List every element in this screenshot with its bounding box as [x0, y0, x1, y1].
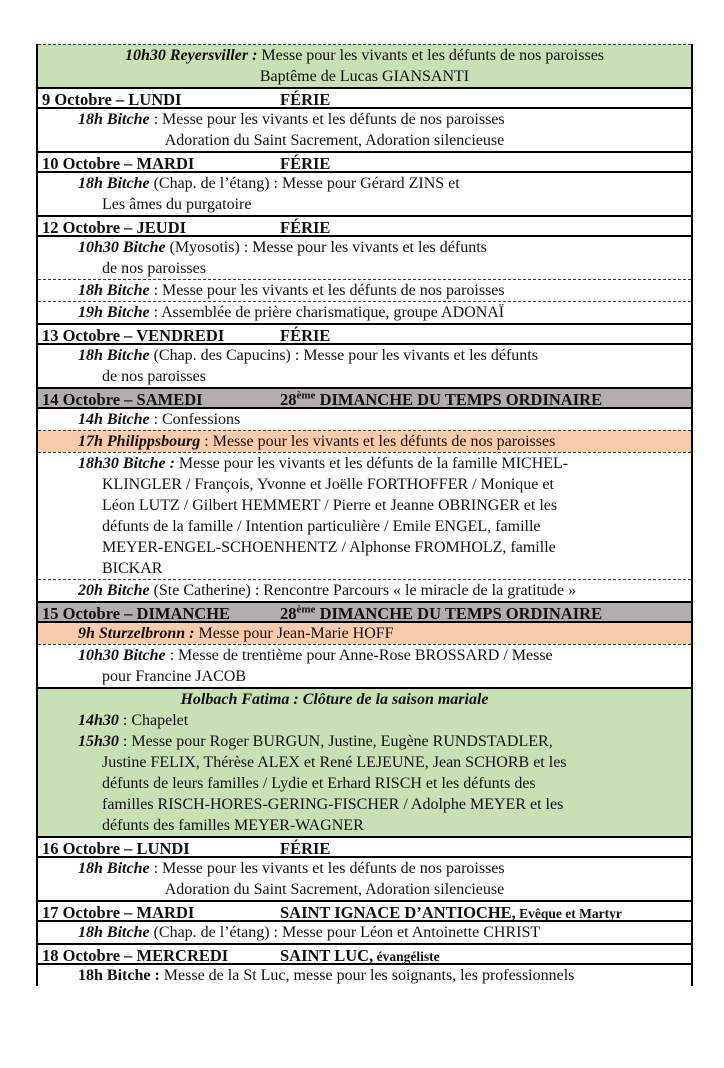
schedule-table [36, 44, 693, 986]
event-description: Baptême de Lucas GIANSANTI [259, 68, 470, 85]
event-line [38, 580, 691, 601]
event-description: : Chapelet [118, 712, 189, 729]
event-time-location: 9h Sturzelbronn : [78, 625, 195, 642]
event-line [38, 922, 691, 943]
day-date: 12 Octobre – JEUDI [42, 218, 187, 237]
event-line [38, 858, 691, 879]
day-date: 18 Octobre – MERCREDI [42, 946, 229, 965]
event-row [38, 687, 691, 836]
event-line [38, 474, 691, 495]
event-time-location: 18h Bitche [78, 282, 150, 299]
day-feast: SAINT IGNACE D’ANTIOCHE, Evêque et Martyr [280, 903, 622, 922]
event-line [38, 130, 691, 151]
event-row [38, 237, 691, 279]
event-line [38, 516, 691, 537]
event-description: Les âmes du purgatoire [102, 196, 252, 213]
event-line [38, 710, 691, 731]
event-time-location: 18h30 Bitche : [78, 455, 175, 472]
event-description: : Messe pour les vivants et les défunts de nos paroisses [149, 111, 505, 128]
day-date: 17 Octobre – MARDI [42, 903, 195, 922]
event-description: (Chap. de l’étang) : Messe pour Gérard ZINS et [149, 175, 460, 192]
event-description: : Messe de trentième pour Anne-Rose BROSSARD / Messe [165, 647, 553, 664]
event-row [38, 430, 691, 452]
event-line [38, 409, 691, 430]
event-line [38, 173, 691, 194]
day-feast: FÉRIE [280, 154, 331, 173]
event-row [38, 173, 691, 215]
feast-subtitle: Evêque et Martyr [515, 906, 622, 921]
day-feast: SAINT LUC, évangéliste [280, 946, 440, 965]
day-feast: FÉRIE [280, 90, 331, 109]
event-description: KLINGLER / François, Yvonne et Joëlle FORTHOFFER / Monique et [102, 476, 554, 493]
event-line [38, 815, 691, 836]
event-time-location: 10h30 Bitche [78, 239, 166, 256]
event-time-location: 15h30 [78, 733, 119, 750]
event-description: de nos paroisses [102, 260, 206, 277]
event-description: Messe pour les vivants et les défunts de la famille MICHEL- [174, 455, 569, 472]
event-description: Justine FELIX, Thérèse ALEX et René LEJEUNE, Jean SCHORB et les [102, 754, 567, 771]
event-line [38, 302, 691, 323]
day-feast: FÉRIE [280, 839, 331, 858]
event-description: (Ste Catherine) : Rencontre Parcours « le miracle de la gratitude » [149, 582, 577, 599]
event-time-location: 20h Bitche [78, 582, 150, 599]
event-line [38, 345, 691, 366]
feast-subtitle: évangéliste [373, 949, 440, 964]
day-header-row [38, 601, 691, 623]
event-row [38, 644, 691, 687]
event-description: : Messe pour les vivants et les défunts de nos paroisses [149, 860, 505, 877]
day-header-row [38, 323, 691, 345]
event-description: Messe pour les vivants et les défunts de nos paroisses [257, 47, 605, 64]
event-description: pour Francine JACOB [102, 668, 246, 685]
event-line [38, 453, 691, 474]
event-description: Messe pour Jean-Marie HOFF [194, 625, 394, 642]
event-row [38, 965, 691, 986]
event-time-location: 18h Bitche [78, 924, 150, 941]
day-date: 15 Octobre – DIMANCHE [42, 604, 231, 623]
day-feast: 28ème DIMANCHE DU TEMPS ORDINAIRE [280, 603, 603, 623]
day-header-row [38, 900, 691, 922]
event-line [38, 752, 691, 773]
event-row [38, 623, 691, 644]
day-feast: FÉRIE [280, 218, 331, 237]
event-line [38, 623, 691, 644]
event-row [38, 452, 691, 579]
event-line [38, 45, 691, 66]
day-header-row [38, 151, 691, 173]
event-line [38, 689, 691, 710]
event-line [38, 194, 691, 215]
event-description: Léon LUTZ / Gilbert HEMMERT / Pierre et Jeanne OBRINGER et les [102, 497, 558, 514]
event-line [38, 495, 691, 516]
event-line [38, 731, 691, 752]
event-line [38, 879, 691, 900]
day-date: 13 Octobre – VENDREDI [42, 326, 225, 345]
event-description: défunts de leurs familles / Lydie et Erhard RISCH et les défunts des [102, 775, 536, 792]
day-header-row [38, 215, 691, 237]
day-date: 9 Octobre – LUNDI [42, 90, 182, 109]
event-line [38, 431, 691, 452]
day-header-row [38, 87, 691, 109]
event-description: (Chap. de l’étang) : Messe pour Léon et Antoinette CHRIST [149, 924, 541, 941]
day-header-row [38, 387, 691, 409]
event-line [38, 645, 691, 666]
event-line [38, 773, 691, 794]
event-time-location: 18h Bitche [78, 860, 150, 877]
event-description: familles RISCH-HORES-GERING-FISCHER / Adolphe MEYER et les [102, 796, 564, 813]
event-description: BICKAR [102, 560, 163, 577]
event-line [38, 109, 691, 130]
event-row [38, 345, 691, 387]
day-header-row [38, 836, 691, 858]
event-line [38, 258, 691, 279]
event-time-location: 18h Bitche [78, 175, 150, 192]
day-header-row [38, 943, 691, 965]
event-time-location: 17h Philippsbourg [78, 433, 201, 450]
event-description: : Assemblée de prière charismatique, groupe ADONAÏ [149, 304, 505, 321]
event-line [38, 237, 691, 258]
event-time-location: 10h30 Reyersviller : [124, 47, 258, 64]
event-description: : Messe pour Roger BURGUN, Justine, Eugène RUNDSTADLER, [118, 733, 553, 750]
event-row [38, 858, 691, 900]
event-description: Adoration du Saint Sacrement, Adoration silencieuse [164, 881, 505, 898]
event-description: défunts des familles MEYER-WAGNER [102, 817, 364, 834]
event-line [38, 794, 691, 815]
event-description: Messe de la St Luc, messe pour les soignants, les professionnels [159, 967, 575, 984]
event-line [38, 66, 691, 87]
event-description: (Myosotis) : Messe pour les vivants et les défunts [165, 239, 487, 256]
event-description: : Confessions [149, 411, 241, 428]
event-row [38, 44, 691, 87]
event-row [38, 409, 691, 430]
event-row [38, 579, 691, 601]
event-line [38, 280, 691, 301]
event-time-location: 10h30 Bitche [78, 647, 166, 664]
event-row [38, 922, 691, 943]
event-line [38, 965, 691, 986]
event-description: Adoration du Saint Sacrement, Adoration silencieuse [164, 132, 505, 149]
event-time-location: 19h Bitche [78, 304, 150, 321]
event-line [38, 537, 691, 558]
event-row [38, 301, 691, 323]
day-date: 10 Octobre – MARDI [42, 154, 195, 173]
event-line [38, 558, 691, 579]
day-feast: 28ème DIMANCHE DU TEMPS ORDINAIRE [280, 389, 603, 409]
event-time-location: 18h Bitche : [78, 967, 160, 984]
event-row [38, 279, 691, 301]
event-line [38, 666, 691, 687]
day-date: 14 Octobre – SAMEDI [42, 390, 203, 409]
day-date: 16 Octobre – LUNDI [42, 839, 190, 858]
event-description: (Chap. des Capucins) : Messe pour les vivants et les défunts [149, 347, 538, 364]
event-description: de nos paroisses [102, 368, 206, 385]
event-description: MEYER-ENGEL-SCHOENHENTZ / Alphonse FROMHOLZ, famille [102, 539, 556, 556]
event-row [38, 109, 691, 151]
event-time-location: 18h Bitche [78, 111, 150, 128]
event-time-location: 18h Bitche [78, 347, 150, 364]
day-feast: FÉRIE [280, 326, 331, 345]
ordinal-superscript: ème [296, 603, 316, 616]
event-time-location: 14h30 [78, 712, 119, 729]
event-description: défunts de la famille / Intention particulière / Emile ENGEL, famille [102, 518, 541, 535]
event-line [38, 366, 691, 387]
event-description: Holbach Fatima : Clôture de la saison mariale [180, 691, 489, 708]
event-description: : Messe pour les vivants et les défunts de nos paroisses [200, 433, 556, 450]
ordinal-superscript: ème [296, 389, 316, 402]
event-description: : Messe pour les vivants et les défunts de nos paroisses [149, 282, 505, 299]
event-time-location: 14h Bitche [78, 411, 150, 428]
